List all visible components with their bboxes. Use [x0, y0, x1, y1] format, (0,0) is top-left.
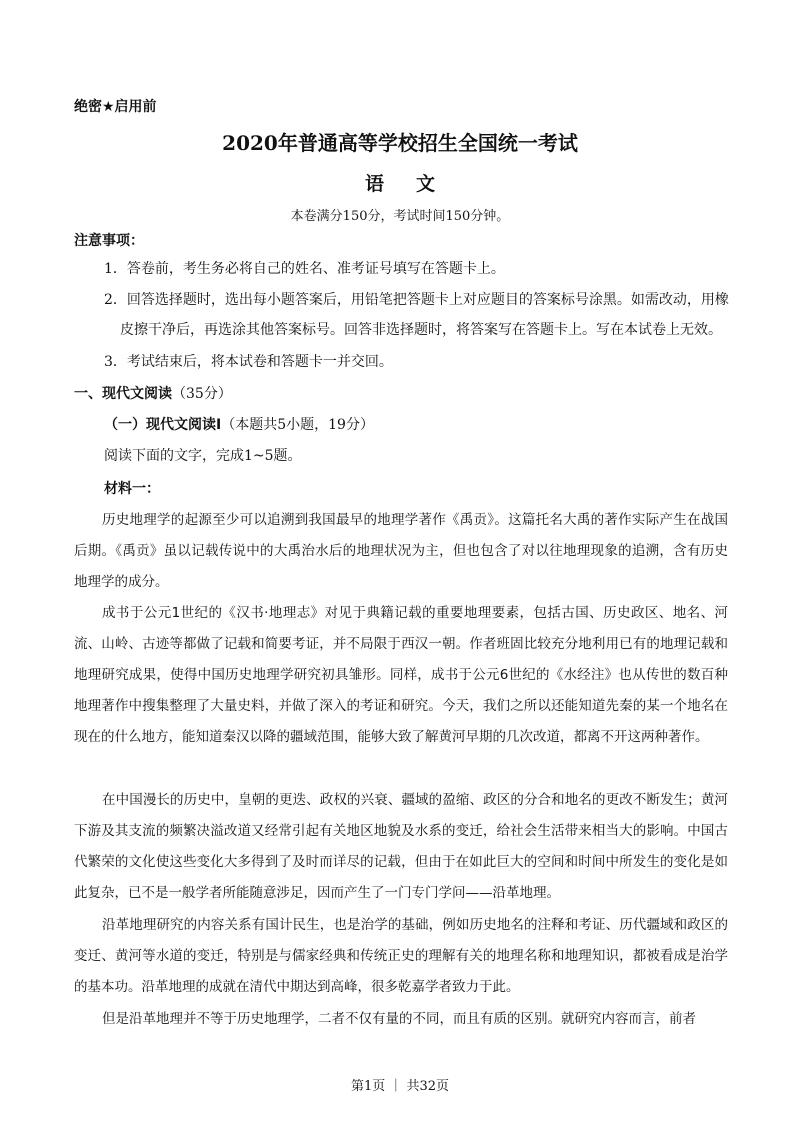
- reading-instruction: 阅读下面的文字，完成1~5题。: [104, 448, 302, 464]
- paragraph-4: 沿革地理研究的内容关系有国计民生，也是治学的基础，例如历史地名的注释和考证、历代疆域和政区的变迁、黄河等水道的变迁，特别是与儒家经典和传统正史的理解有关的地理名称和地理知识，都被看成是治学的基本功。沿革地理的成就在清代中期达到高峰，很多乾嘉学者致力于此。: [74, 917, 728, 995]
- notice-item-2-line-1: 2．回答选择题时，选出每小题答案后，用铅笔把答题卡上对应题目的答案标号涂黑。如需改动，用橡: [104, 292, 729, 308]
- paragraph-1: 历史地理学的起源至少可以追溯到我国最早的地理学著作《禹贡》。这篇托名大禹的著作实际产生在战国后期。《禹贡》虽以记载传说中的大禹治水后的地理状况为主，但也包含了对以往地理现象的追溯，含有历史地理学的成分。: [74, 512, 728, 590]
- notice-heading: 注意事项：: [74, 233, 144, 249]
- exam-title: 2020年普通高等学校招生全国统一考试: [222, 131, 578, 155]
- paragraph-5: 但是沿革地理并不等于历史地理学，二者不仅有量的不同，而且有质的区别。就研究内容而言，前者: [102, 1011, 696, 1027]
- section-points: （35分）: [172, 386, 232, 402]
- section-heading: [74, 383, 232, 403]
- confidential-label: 绝密★启用前: [74, 99, 157, 115]
- subsection-title: （一）现代文阅读I: [104, 417, 222, 433]
- subsection-heading: [104, 414, 374, 434]
- subject-char-1: 语: [364, 173, 384, 195]
- page-footer: 第1页 ｜ 共32页: [350, 1079, 450, 1094]
- subject-char-2: 文: [416, 173, 436, 195]
- paragraph-3: 在中国漫长的历史中，皇朝的更迭、政权的兴衰、疆域的盈缩、政区的分合和地名的更改不断发生；黄河下游及其支流的频繁决溢改道又经常引起有关地区地貌及水系的变迁，给社会生活带来相当大的影响。中国古代繁荣的文化使这些变化大多得到了及时而详尽的记载，但由于在如此巨大的空间和时间中所发生的变化是如此复杂，已不是一般学者所能随意涉足，因而产生了一门专门学问——沿革地理。: [74, 792, 728, 901]
- notice-item-3: 3．考试结束后，将本试卷和答题卡一并交回。: [104, 354, 393, 370]
- notice-item-2-line-2: 皮擦干净后，再选涂其他答案标号。回答非选择题时，将答案写在答题卡上。写在本试卷上无效。: [120, 322, 722, 338]
- material-heading: 材料一：: [104, 481, 160, 497]
- score-info: 本卷满分150分，考试时间150分钟。: [290, 209, 510, 224]
- subsection-info: （本题共5小题，19分）: [221, 417, 374, 433]
- notice-item-1: 1．答卷前，考生务必将自己的姓名、准考证号填写在答题卡上。: [104, 261, 505, 277]
- subject-title: [0, 169, 800, 196]
- paragraph-2: 成书于公元1世纪的《汉书·地理志》对见于典籍记载的重要地理要素，包括古国、历史政区、地名、河流、山岭、古迹等都做了记载和简要考证，并不局限于西汉一朝。作者班固比较充分地利用已有的地理记载和地理研究成果，使得中国历史地理学研究初具雏形。同样，成书于公元6世纪的《水经注》也从传世的数百种地理著作中搜集整理了大量史料，并做了深入的考证和研究。今天，我们之所以还能知道先秦的某一个地名在现在的什么地方，能知道秦汉以降的疆域范围，能够大致了解黄河早期的几次改道，都离不开这两种著作。: [74, 605, 728, 745]
- section-title: 一、现代文阅读: [74, 386, 172, 402]
